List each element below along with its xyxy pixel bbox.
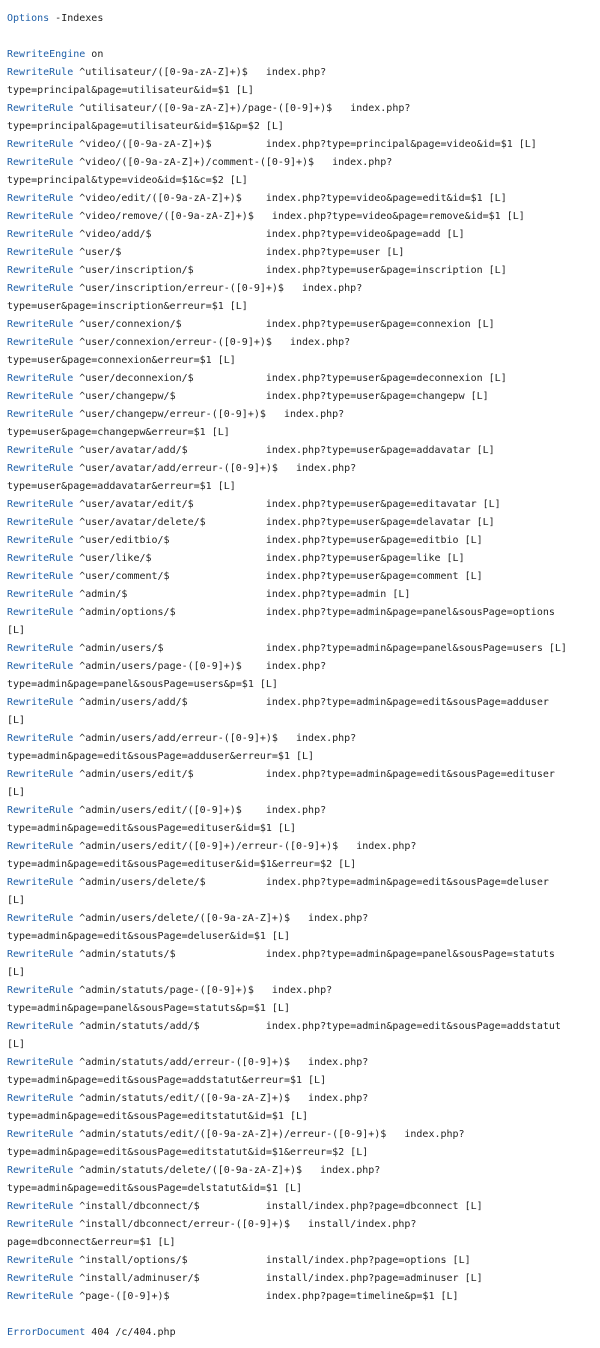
rewrite-rule-line (7, 604, 593, 622)
rewrite-rule-keyword: RewriteRule (7, 949, 74, 960)
rewrite-rule-pattern: ^admin/statuts/add/erreur-([0-9]+)$ (73, 1057, 290, 1068)
rewrite-rule-target: index.php? (320, 1165, 381, 1176)
rewrite-rule-target: index.php?type=admin&page=panel&sousPage=users [L] (265, 643, 567, 654)
rewrite-rule-pattern: ^admin/users/delete/([0-9a-zA-Z]+)$ (73, 913, 290, 924)
rewrite-rule-keyword: RewriteRule (7, 499, 74, 510)
rewrite-rule-pattern: ^user/changepw/$ (73, 391, 176, 402)
column-spacer (206, 517, 266, 528)
rewrite-rule-keyword: RewriteRule (7, 517, 74, 528)
rewrite-rule-line (7, 100, 593, 118)
rewrite-rule-pattern: ^video/edit/([0-9a-zA-Z]+)$ (73, 193, 242, 204)
rewrite-rule-keyword: RewriteRule (7, 1093, 74, 1104)
rewrite-rule-target: install/index.php? (308, 1219, 417, 1230)
rewrite-rule-line (7, 550, 593, 568)
rewrite-rule-target: index.php? (350, 103, 411, 114)
options-value: -Indexes (49, 13, 104, 24)
rewrite-rule-target: index.php? (308, 1057, 369, 1068)
column-spacer (200, 1273, 266, 1284)
rewrite-rule-target: index.php? (296, 463, 357, 474)
rewrite-rule-target: install/index.php?page=options [L] (265, 1255, 471, 1266)
rewrite-rule-pattern: ^admin/users/$ (73, 643, 164, 654)
column-spacer (284, 283, 302, 294)
rewrite-rule-continuation: type=admin&page=edit&sousPage=deluser&id=$1 [L] (7, 931, 290, 942)
rewrite-rule-keyword: RewriteRule (7, 1291, 74, 1302)
column-spacer (242, 193, 266, 204)
rewrite-rule-keyword: RewriteRule (7, 661, 74, 672)
rewrite-rule-pattern: ^install/options/$ (73, 1255, 188, 1266)
rewrite-rule-continuation: type=user&page=changepw&erreur=$1 [L] (7, 427, 230, 438)
column-spacer (188, 1255, 266, 1266)
rewrite-rule-line (7, 1054, 593, 1072)
rewrite-rule-line (7, 496, 593, 514)
rewrite-rule-pattern: ^user/avatar/add/erreur-([0-9]+)$ (73, 463, 278, 474)
rewrite-rule-target: index.php?type=user&page=editavatar [L] (265, 499, 501, 510)
column-spacer (194, 373, 266, 384)
rewrite-rule-keyword: RewriteRule (7, 1129, 74, 1140)
rewrite-rule-keyword: RewriteRule (7, 607, 74, 618)
rewrite-rule-line (7, 586, 593, 604)
rewrite-rule-line (7, 316, 593, 334)
rewrite-rule-keyword: RewriteRule (7, 1021, 74, 1032)
rewrite-rule-pattern: ^admin/users/edit/([0-9]+)/erreur-([0-9]+)$ (73, 841, 339, 852)
rewrite-rule-pattern: ^admin/$ (73, 589, 128, 600)
rewrite-rule-line (7, 280, 593, 298)
rewrite-rule-continuation: type=principal&type=video&id=$1&c=$2 [L] (7, 175, 248, 186)
rewrite-rule-pattern: ^admin/statuts/edit/([0-9a-zA-Z]+)$ (73, 1093, 290, 1104)
rewrite-rule-pattern: ^admin/users/add/$ (73, 697, 188, 708)
rewrite-rule-pattern: ^install/adminuser/$ (73, 1273, 200, 1284)
options-keyword: Options (7, 13, 50, 24)
column-spacer (248, 67, 266, 78)
rewrite-engine-value: on (85, 49, 104, 60)
rewrite-rule-continuation: type=admin&page=panel&sousPage=statuts&p=$1 [L] (7, 1003, 290, 1014)
column-spacer (170, 1291, 266, 1302)
rewrite-rule-keyword: RewriteRule (7, 247, 74, 258)
column-spacer (176, 391, 266, 402)
rewrite-rule-pattern: ^admin/statuts/$ (73, 949, 176, 960)
rewrite-rule-line (7, 1252, 593, 1270)
rewrite-rule-target: index.php?type=user&page=comment [L] (265, 571, 483, 582)
error-document-value: 404 /c/404.php (85, 1327, 176, 1338)
rewrite-engine-line (7, 46, 593, 64)
column-spacer (314, 157, 332, 168)
rewrite-rule-pattern: ^user/inscription/$ (73, 265, 194, 276)
column-spacer (152, 229, 266, 240)
rewrite-rule-continuation: type=admin&page=edit&sousPage=edituser&id=$1&erreur=$2 [L] (7, 859, 357, 870)
rewrite-rule-line (7, 1288, 593, 1306)
rewrite-rule-line (7, 1126, 593, 1144)
rewrite-rule-keyword: RewriteRule (7, 1219, 74, 1230)
rewrite-rule-keyword: RewriteRule (7, 841, 74, 852)
rewrite-rule-continuation: [L] (7, 1039, 26, 1050)
column-spacer (188, 445, 266, 456)
rewrite-rule-target: index.php?type=video&page=remove&id=$1 [L] (271, 211, 525, 222)
column-spacer (386, 1129, 404, 1140)
rewrite-rule-line (7, 766, 593, 784)
rewrite-rule-pattern: ^user/avatar/edit/$ (73, 499, 194, 510)
rewrite-rule-line (7, 982, 593, 1000)
rewrite-rule-keyword: RewriteRule (7, 337, 74, 348)
rewrite-rule-line (7, 388, 593, 406)
rewrite-rule-target: index.php?page=timeline&p=$1 [L] (265, 1291, 459, 1302)
rewrite-rule-pattern: ^admin/users/add/erreur-([0-9]+)$ (73, 733, 278, 744)
rewrite-rule-target: index.php?type=user&page=inscription [L] (265, 265, 507, 276)
rewrite-rule-target: index.php?type=admin&page=panel&sousPage=options (265, 607, 555, 618)
rewrite-rule-pattern: ^user/avatar/add/$ (73, 445, 188, 456)
column-spacer (194, 265, 266, 276)
rewrite-rule-target: index.php? (289, 337, 351, 348)
rewrite-rule-continuation: type=user&page=connexion&erreur=$1 [L] (7, 355, 236, 366)
rewrite-rule-continuation: type=admin&page=edit&sousPage=addstatut&erreur=$1 [L] (7, 1075, 327, 1086)
rewrite-rule-line (7, 1198, 593, 1216)
column-spacer (254, 985, 272, 996)
rewrite-rule-continuation: type=admin&page=edit&sousPage=adduser&erreur=$1 [L] (7, 751, 315, 762)
column-spacer (188, 697, 266, 708)
rewrite-rule-pattern: ^page-([0-9]+)$ (73, 1291, 170, 1302)
rewrite-rule-pattern: ^admin/users/page-([0-9]+)$ (73, 661, 242, 672)
column-spacer (200, 1021, 266, 1032)
column-spacer (278, 463, 296, 474)
rewrite-rule-keyword: RewriteRule (7, 985, 74, 996)
rewrite-rule-keyword: RewriteRule (7, 805, 74, 816)
rewrite-rule-keyword: RewriteRule (7, 67, 74, 78)
rewrite-rule-line (7, 874, 593, 892)
column-spacer (121, 247, 266, 258)
column-spacer (290, 1057, 308, 1068)
rewrite-rule-target: index.php?type=user [L] (265, 247, 405, 258)
rewrite-rule-line (7, 154, 593, 172)
rewrite-rule-line (7, 136, 593, 154)
rewrite-rule-pattern: ^user/like/$ (73, 553, 152, 564)
rewrite-rule-target: index.php? (283, 409, 345, 420)
rewrite-rule-keyword: RewriteRule (7, 1273, 74, 1284)
rewrite-rule-line (7, 568, 593, 586)
rewrite-rule-keyword: RewriteRule (7, 1255, 74, 1266)
rewrite-rule-keyword: RewriteRule (7, 697, 74, 708)
rewrite-rule-target: index.php?type=user&page=deconnexion [L] (265, 373, 507, 384)
rewrite-rule-continuation: type=admin&page=edit&sousPage=editstatut&id=$1&erreur=$2 [L] (7, 1147, 369, 1158)
rewrite-rule-pattern: ^user/connexion/erreur-([0-9]+)$ (73, 337, 272, 348)
rewrite-rule-line (7, 1090, 593, 1108)
rewrite-rule-target: index.php? (308, 1093, 369, 1104)
rewrite-rule-keyword: RewriteRule (7, 445, 74, 456)
rewrite-rules (7, 64, 593, 1306)
rewrite-rule-target: index.php?type=user&page=like [L] (265, 553, 465, 564)
column-spacer (176, 949, 266, 960)
rewrite-rule-pattern: ^video/add/$ (73, 229, 152, 240)
rewrite-rule-pattern: ^video/([0-9a-zA-Z]+)$ (73, 139, 212, 150)
column-spacer (272, 337, 290, 348)
rewrite-rule-pattern: ^user/deconnexion/$ (73, 373, 194, 384)
rewrite-rule-pattern: ^install/dbconnect/erreur-([0-9]+)$ (73, 1219, 290, 1230)
rewrite-rule-target: index.php? (265, 661, 327, 672)
rewrite-rule-target: index.php?type=video&page=add [L] (265, 229, 465, 240)
rewrite-rule-pattern: ^admin/statuts/page-([0-9]+)$ (73, 985, 254, 996)
rewrite-rule-keyword: RewriteRule (7, 391, 74, 402)
rewrite-rule-continuation: type=admin&page=edit&sousPage=editstatut&id=$1 [L] (7, 1111, 309, 1122)
column-spacer (200, 1201, 266, 1212)
rewrite-rule-pattern: ^admin/users/edit/$ (73, 769, 194, 780)
rewrite-rule-target: install/index.php?page=dbconnect [L] (265, 1201, 483, 1212)
rewrite-rule-line (7, 244, 593, 262)
rewrite-rule-keyword: RewriteRule (7, 877, 74, 888)
rewrite-rule-line (7, 730, 593, 748)
rewrite-rule-pattern: ^install/dbconnect/$ (73, 1201, 200, 1212)
rewrite-rule-target: index.php?type=user&page=editbio [L] (265, 535, 483, 546)
rewrite-rule-continuation: type=admin&page=edit&sousPage=delstatut&id=$1 [L] (7, 1183, 303, 1194)
rewrite-rule-target: install/index.php?page=adminuser [L] (265, 1273, 483, 1284)
rewrite-rule-keyword: RewriteRule (7, 283, 74, 294)
rewrite-rule-pattern: ^utilisateur/([0-9a-zA-Z]+)$ (73, 67, 248, 78)
rewrite-rule-target: index.php?type=user&page=delavatar [L] (265, 517, 495, 528)
rewrite-rule-target: index.php?type=user&page=connexion [L] (265, 319, 495, 330)
rewrite-rule-pattern: ^user/comment/$ (73, 571, 170, 582)
rewrite-rule-pattern: ^user/connexion/$ (73, 319, 182, 330)
rewrite-rule-pattern: ^video/([0-9a-zA-Z]+)/comment-([0-9]+)$ (73, 157, 315, 168)
rewrite-rule-target: index.php? (296, 733, 357, 744)
rewrite-rule-target: index.php?type=admin&page=panel&sousPage=statuts (265, 949, 555, 960)
rewrite-rule-continuation: type=user&page=inscription&erreur=$1 [L] (7, 301, 248, 312)
rewrite-rule-line (7, 514, 593, 532)
rewrite-rule-target: index.php? (302, 283, 363, 294)
column-spacer (242, 661, 266, 672)
rewrite-rule-keyword: RewriteRule (7, 589, 74, 600)
rewrite-rule-line (7, 460, 593, 478)
blank-line (7, 1306, 593, 1324)
column-spacer (242, 805, 266, 816)
rewrite-rule-target: index.php?type=video&page=edit&id=$1 [L] (265, 193, 507, 204)
rewrite-rule-pattern: ^admin/statuts/delete/([0-9a-zA-Z]+)$ (73, 1165, 303, 1176)
rewrite-rule-line (7, 64, 593, 82)
column-spacer (206, 877, 266, 888)
rewrite-rule-line (7, 406, 593, 424)
rewrite-rule-keyword: RewriteRule (7, 193, 74, 204)
rewrite-rule-line (7, 1216, 593, 1234)
column-spacer (164, 643, 266, 654)
column-spacer (176, 607, 266, 618)
rewrite-rule-keyword: RewriteRule (7, 553, 74, 564)
column-spacer (290, 1219, 308, 1230)
rewrite-rule-pattern: ^user/changepw/erreur-([0-9]+)$ (73, 409, 266, 420)
rewrite-rule-target: index.php? (356, 841, 417, 852)
rewrite-rule-pattern: ^admin/options/$ (73, 607, 176, 618)
rewrite-rule-line (7, 1270, 593, 1288)
column-spacer (290, 913, 308, 924)
rewrite-rule-pattern: ^admin/statuts/edit/([0-9a-zA-Z]+)/erreur-([0-9]+)$ (73, 1129, 387, 1140)
column-spacer (170, 535, 266, 546)
column-spacer (212, 139, 266, 150)
column-spacer (302, 1165, 320, 1176)
rewrite-rule-line (7, 334, 593, 352)
rewrite-rule-keyword: RewriteRule (7, 913, 74, 924)
column-spacer (338, 841, 356, 852)
rewrite-rule-keyword: RewriteRule (7, 733, 74, 744)
rewrite-rule-keyword: RewriteRule (7, 463, 74, 474)
rewrite-rule-continuation: type=principal&page=utilisateur&id=$1 [L] (7, 85, 254, 96)
rewrite-rule-keyword: RewriteRule (7, 769, 74, 780)
rewrite-rule-continuation: type=admin&page=edit&sousPage=edituser&id=$1 [L] (7, 823, 296, 834)
rewrite-rule-line (7, 442, 593, 460)
rewrite-rule-line (7, 262, 593, 280)
rewrite-rule-target: index.php?type=admin&page=edit&sousPage=adduser (265, 697, 549, 708)
rewrite-rule-pattern: ^admin/users/edit/([0-9]+)$ (73, 805, 242, 816)
rewrite-rule-target: index.php?type=admin [L] (265, 589, 411, 600)
rewrite-rule-line (7, 208, 593, 226)
rewrite-rule-continuation: [L] (7, 625, 26, 636)
rewrite-rule-pattern: ^user/$ (73, 247, 122, 258)
rewrite-rule-continuation: page=dbconnect&erreur=$1 [L] (7, 1237, 176, 1248)
rewrite-rule-keyword: RewriteRule (7, 1057, 74, 1068)
rewrite-rule-line (7, 802, 593, 820)
rewrite-rule-line (7, 226, 593, 244)
rewrite-rule-target: index.php?type=admin&page=edit&sousPage=addstatut (265, 1021, 561, 1032)
rewrite-rule-keyword: RewriteRule (7, 643, 74, 654)
rewrite-rule-line (7, 190, 593, 208)
column-spacer (194, 499, 266, 510)
column-spacer (332, 103, 350, 114)
rewrite-rule-line (7, 838, 593, 856)
rewrite-rule-keyword: RewriteRule (7, 157, 74, 168)
column-spacer (152, 553, 266, 564)
rewrite-rule-target: index.php? (308, 913, 369, 924)
options-line (7, 10, 593, 28)
rewrite-rule-pattern: ^user/avatar/delete/$ (73, 517, 206, 528)
rewrite-rule-continuation: type=principal&page=utilisateur&id=$1&p=$2 [L] (7, 121, 284, 132)
rewrite-rule-line (7, 640, 593, 658)
rewrite-rule-line (7, 1162, 593, 1180)
column-spacer (170, 571, 266, 582)
rewrite-rule-pattern: ^utilisateur/([0-9a-zA-Z]+)/page-([0-9]+)$ (73, 103, 333, 114)
rewrite-rule-line (7, 910, 593, 928)
rewrite-rule-keyword: RewriteRule (7, 319, 74, 330)
column-spacer (278, 733, 296, 744)
rewrite-rule-continuation: [L] (7, 967, 26, 978)
column-spacer (266, 409, 284, 420)
rewrite-rule-line (7, 532, 593, 550)
column-spacer (182, 319, 266, 330)
rewrite-rule-target: index.php?type=user&page=addavatar [L] (265, 445, 495, 456)
rewrite-rule-target: index.php? (404, 1129, 465, 1140)
rewrite-rule-line (7, 946, 593, 964)
rewrite-rule-target: index.php?type=user&page=changepw [L] (265, 391, 489, 402)
column-spacer (254, 211, 272, 222)
rewrite-rule-keyword: RewriteRule (7, 1165, 74, 1176)
rewrite-rule-keyword: RewriteRule (7, 373, 74, 384)
rewrite-rule-line (7, 370, 593, 388)
column-spacer (290, 1093, 308, 1104)
rewrite-rule-target: index.php? (265, 67, 327, 78)
error-document-keyword: ErrorDocument (7, 1327, 86, 1338)
rewrite-rule-keyword: RewriteRule (7, 535, 74, 546)
rewrite-rule-target: index.php?type=admin&page=edit&sousPage=edituser (265, 769, 555, 780)
rewrite-rule-continuation: type=admin&page=panel&sousPage=users&p=$1 [L] (7, 679, 278, 690)
rewrite-rule-keyword: RewriteRule (7, 265, 74, 276)
rewrite-rule-pattern: ^admin/users/delete/$ (73, 877, 206, 888)
rewrite-rule-pattern: ^user/editbio/$ (73, 535, 170, 546)
rewrite-rule-keyword: RewriteRule (7, 229, 74, 240)
rewrite-rule-continuation: [L] (7, 787, 26, 798)
rewrite-rule-pattern: ^admin/statuts/add/$ (73, 1021, 200, 1032)
rewrite-rule-line (7, 658, 593, 676)
rewrite-rule-pattern: ^video/remove/([0-9a-zA-Z]+)$ (73, 211, 254, 222)
rewrite-rule-keyword: RewriteRule (7, 211, 74, 222)
column-spacer (127, 589, 265, 600)
rewrite-rule-line (7, 1018, 593, 1036)
blank-line (7, 28, 593, 46)
rewrite-rule-target: index.php? (265, 805, 327, 816)
rewrite-rule-keyword: RewriteRule (7, 103, 74, 114)
rewrite-rule-target: index.php?type=admin&page=edit&sousPage=deluser (265, 877, 549, 888)
column-spacer (194, 769, 266, 780)
rewrite-rule-target: index.php?type=principal&page=video&id=$1 [L] (265, 139, 537, 150)
rewrite-engine-keyword: RewriteEngine (7, 49, 86, 60)
rewrite-rule-continuation: [L] (7, 715, 26, 726)
rewrite-rule-keyword: RewriteRule (7, 1201, 74, 1212)
rewrite-rule-keyword: RewriteRule (7, 571, 74, 582)
rewrite-rule-continuation: type=user&page=addavatar&erreur=$1 [L] (7, 481, 236, 492)
error-document-line (7, 1324, 593, 1342)
rewrite-rule-continuation: [L] (7, 895, 26, 906)
rewrite-rule-target: index.php? (332, 157, 393, 168)
rewrite-rule-pattern: ^user/inscription/erreur-([0-9]+)$ (73, 283, 284, 294)
rewrite-rule-line (7, 694, 593, 712)
rewrite-rule-keyword: RewriteRule (7, 139, 74, 150)
rewrite-rule-target: index.php? (271, 985, 333, 996)
rewrite-rule-keyword: RewriteRule (7, 409, 74, 420)
